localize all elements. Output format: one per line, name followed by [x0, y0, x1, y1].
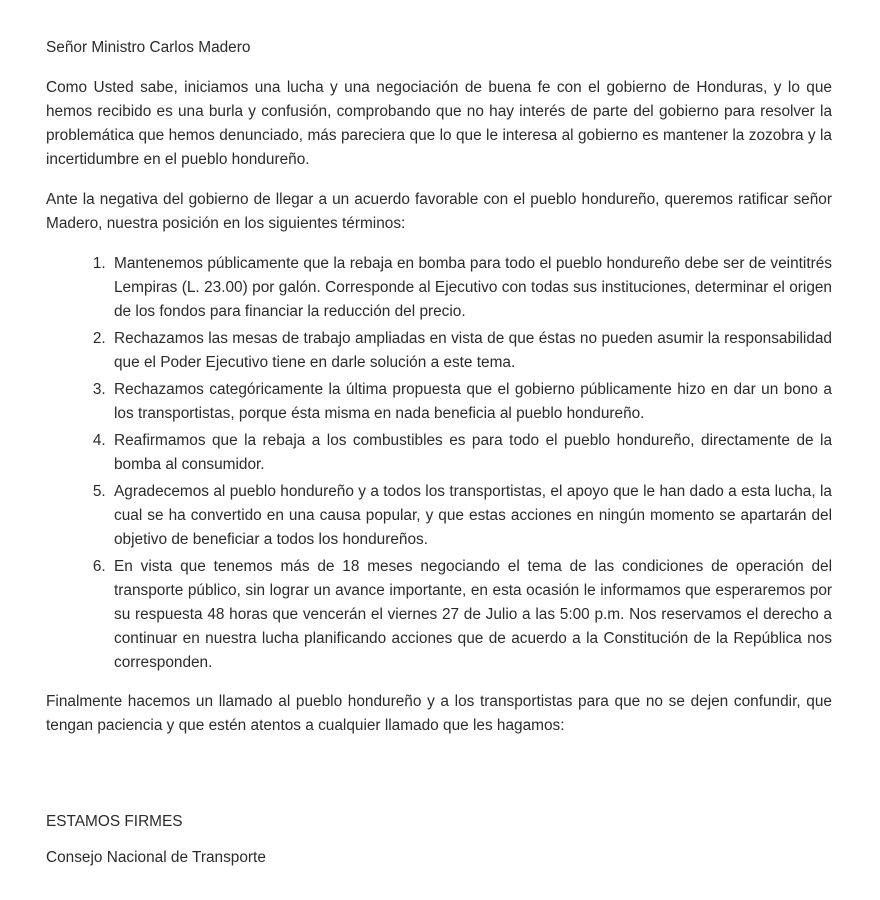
salutation: Señor Ministro Carlos Madero: [46, 39, 251, 56]
closing-statement: ESTAMOS FIRMES: [46, 813, 183, 830]
points-list: [46, 252, 832, 675]
list-item: 3. Rechazamos categóricamente la última propuesta que el gobierno públicamente hizo en dar un bono a los transportistas, porque ésta misma en nada beneficia al pueblo hondureño.: [110, 378, 832, 426]
list-item: 5. Agradecemos al pueblo hondureño y a todos los transportistas, el apoyo que le han dado a esta lucha, la cual se ha convertido en una causa popular, y que estas acciones en ningún momento se apartarán del objetivo de beneficiar a todos los hondureños.: [110, 480, 832, 552]
list-item: 1. Mantenemos públicamente que la rebaja en bomba para todo el pueblo hondureño debe ser de veintitrés Lempiras (L. 23.00) por galón. Corresponde al Ejecutivo con todas sus instituciones, determinar el origen de los fondos para financiar la reducción del precio.: [110, 252, 832, 324]
list-item: 2. Rechazamos las mesas de trabajo ampliadas en vista de que éstas no pueden asumir la responsabilidad que el Poder Ejecutivo tiene en darle solución a este tema.: [110, 327, 832, 375]
signature: Consejo Nacional de Transporte: [46, 849, 266, 866]
list-item: 6. En vista que tenemos más de 18 meses negociando el tema de las condiciones de operación del transporte público, sin lograr un avance importante, en esta ocasión le informamos que esperaremos por su respuesta 48 horas que vencerán el viernes 27 de Julio a las 5:00 p.m. Nos reservamos el derecho a continuar en nuestra lucha planificando acciones que de acuerdo a la Constitución de la República nos corresponden.: [110, 555, 832, 675]
position-paragraph: Ante la negativa del gobierno de llegar a un acuerdo favorable con el pueblo hondureño, queremos ratificar señor Madero, nuestra posición en los siguientes términos:: [46, 191, 832, 232]
final-paragraph: Finalmente hacemos un llamado al pueblo hondureño y a los transportistas para que no se dejen confundir, que tengan paciencia y que estén atentos a cualquier llamado que les hagamos:: [46, 693, 832, 734]
letter-document: [46, 36, 832, 870]
intro-paragraph: Como Usted sabe, iniciamos una lucha y una negociación de buena fe con el gobierno de Honduras, y lo que hemos recibido es una burla y confusión, comprobando que no hay interés de parte del gobierno para resolver la problemática que hemos denunciado, más pareciera que lo que le interesa al gobierno es mantener la zozobra y la incertidumbre en el pueblo hondureño.: [46, 79, 832, 168]
list-item: 4. Reafirmamos que la rebaja a los combustibles es para todo el pueblo hondureño, directamente de la bomba al consumidor.: [110, 429, 832, 477]
